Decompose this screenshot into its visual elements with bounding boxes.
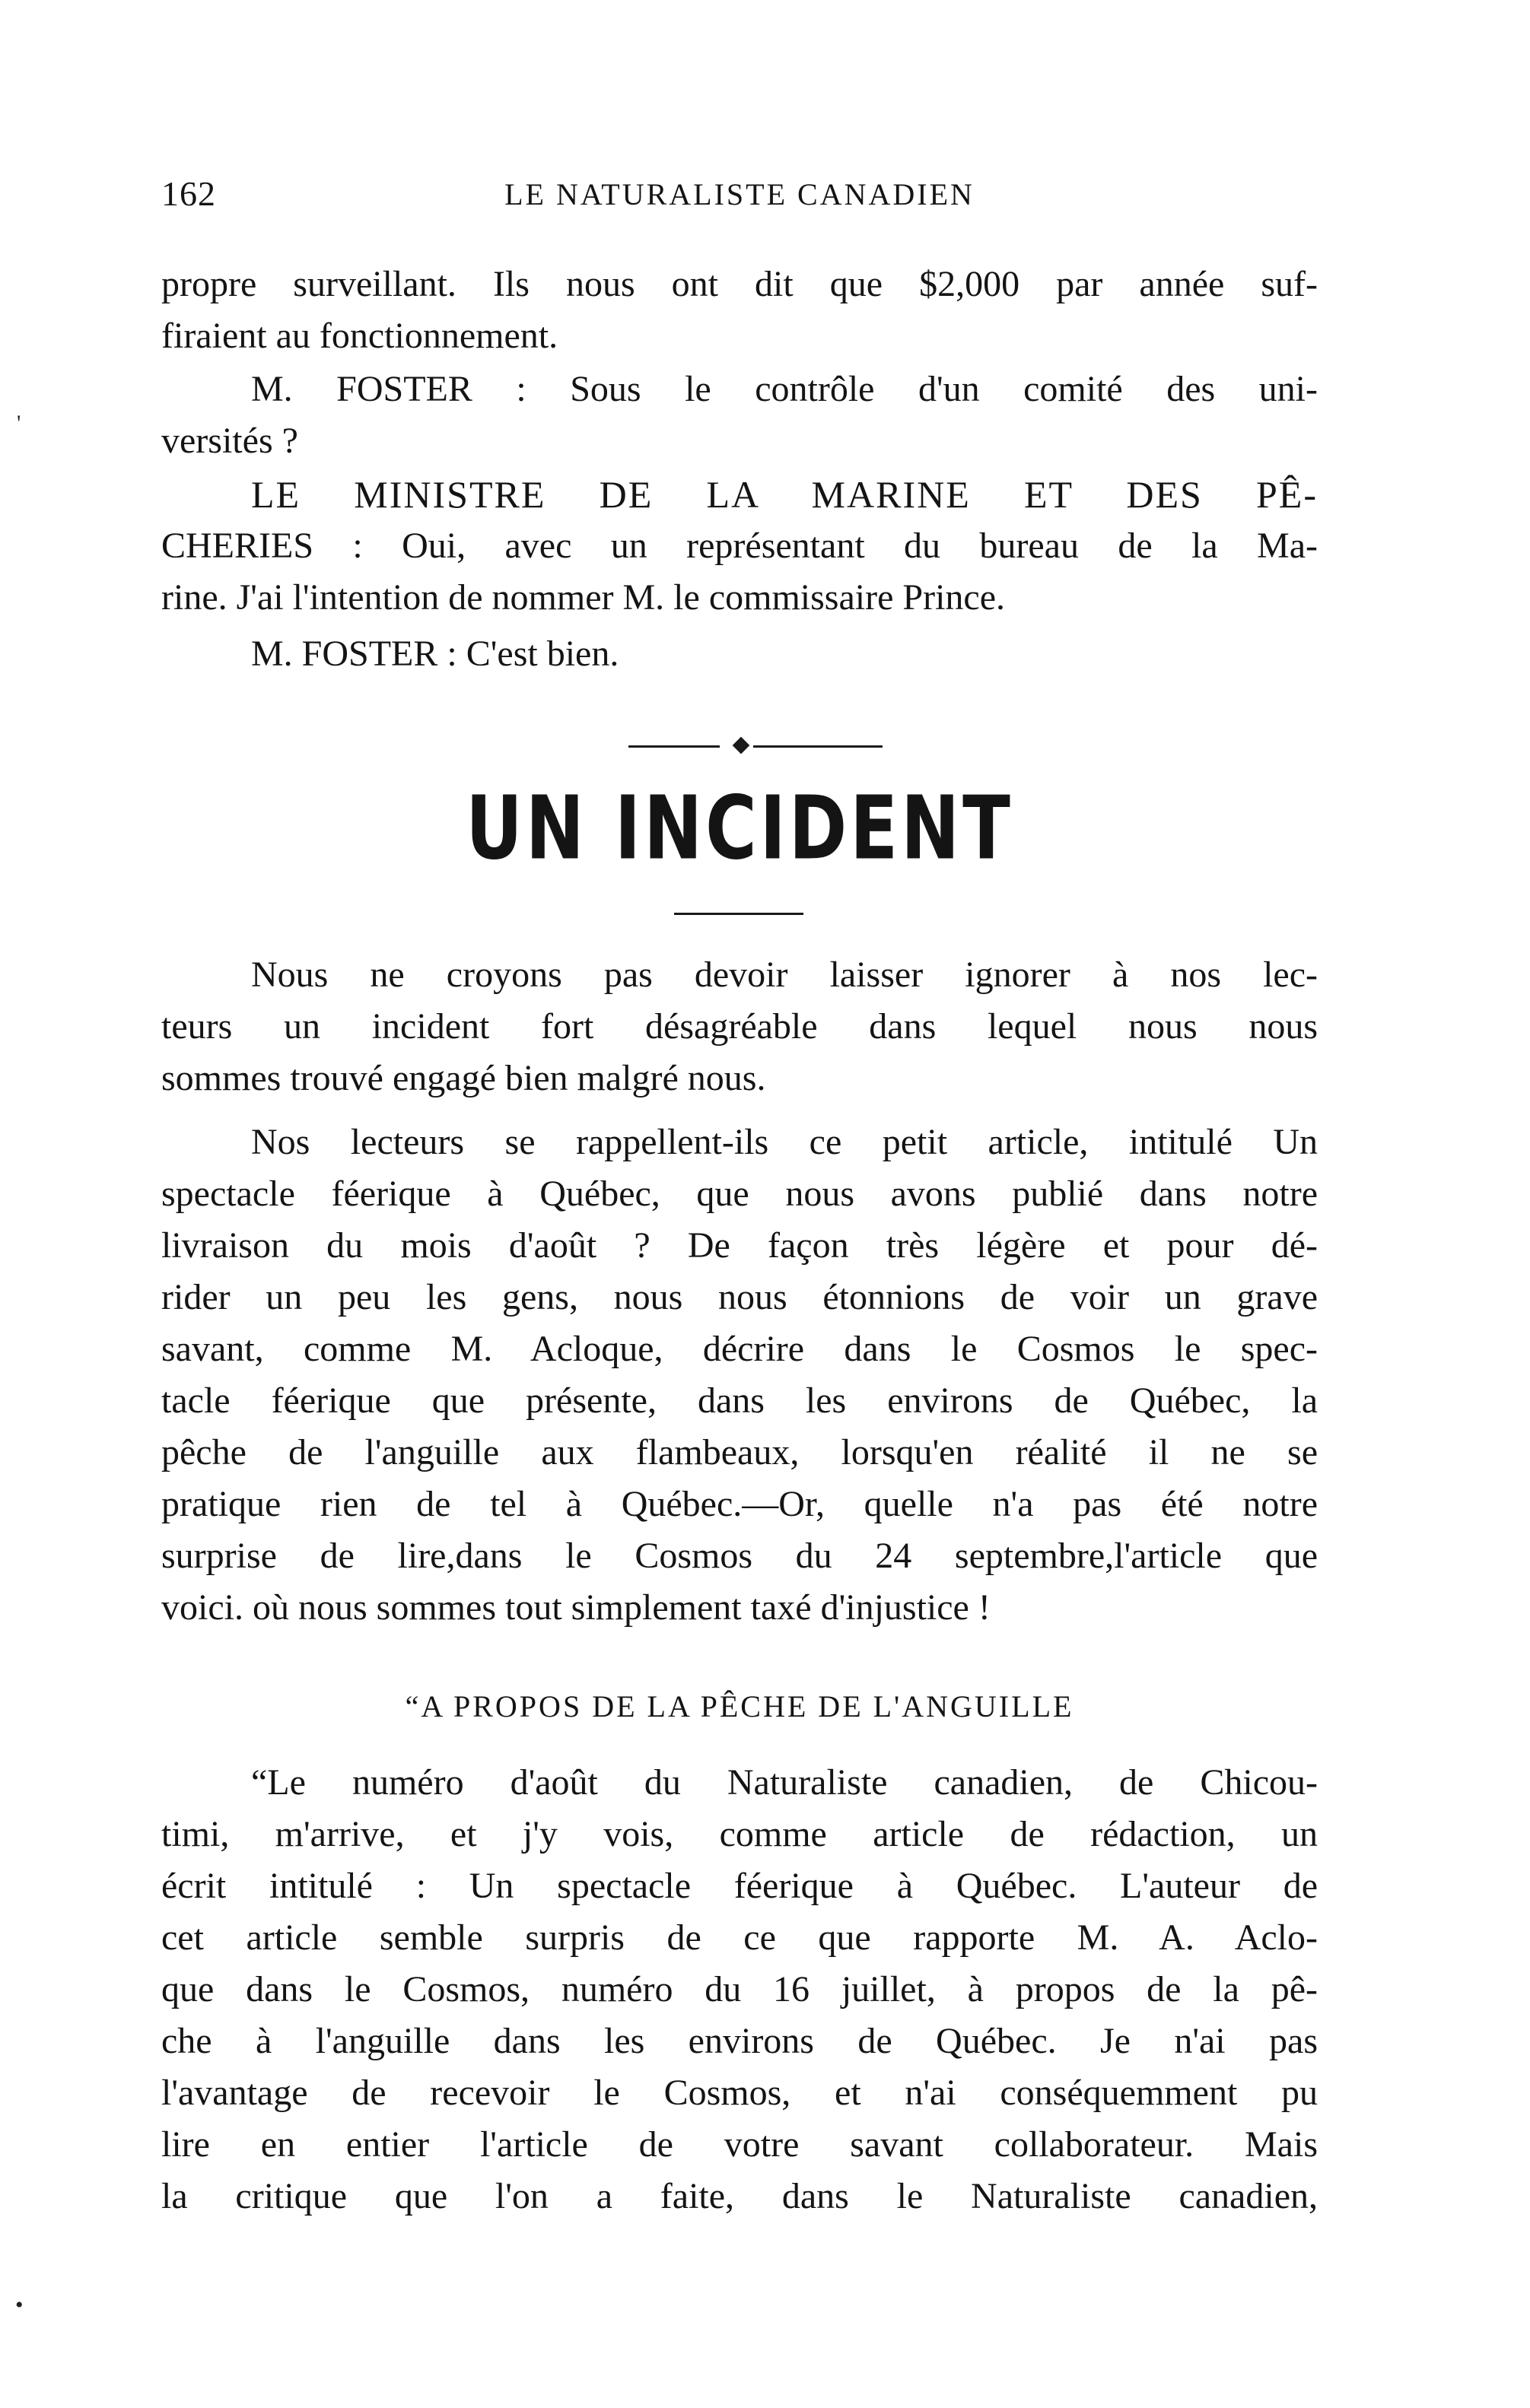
text-line: l'avantage de recevoir le Cosmos, et n'ai conséquemment pu: [161, 2073, 1318, 2113]
text-line: M. FOSTER : Sous le contrôle d'un comité des uni-: [251, 369, 1318, 409]
paragraph-foster-question: [161, 364, 1318, 467]
paragraph-surveillant: [161, 259, 1318, 362]
text-line: che à l'anguille dans les environs de Québec. Je n'ai pas: [161, 2021, 1318, 2061]
text-line: rine. J'ai l'intention de nommer M. le commissaire Prince.: [161, 577, 1006, 618]
paragraph-recall: [161, 1117, 1318, 1634]
text-line: surprise de lire,dans le Cosmos du 24 septembre,l'article que: [161, 1536, 1318, 1576]
paragraph-foster-reply: [161, 628, 1318, 680]
title-underline: [674, 913, 803, 915]
text-line: que dans le Cosmos, numéro du 16 juillet, à propos de la pê-: [161, 1969, 1318, 2009]
text-line: la critique que l'on a faite, dans le Naturaliste canadien,: [161, 2176, 1318, 2216]
text-line: tacle féerique que présente, dans les environs de Québec, la: [161, 1380, 1318, 1421]
page-number: 162: [161, 174, 216, 213]
print-speck: •: [15, 2292, 24, 2317]
text-line: voici. où nous sommes tout simplement taxé d'injustice !: [161, 1587, 991, 1628]
text-line: firaient au fonctionnement.: [161, 316, 558, 356]
page-header: [161, 173, 1318, 227]
separator-ornament: [733, 737, 750, 754]
text-line: propre surveillant. Ils nous ont dit que $2,000 par année suf-: [161, 264, 1318, 304]
text-line: Nous ne croyons pas devoir laisser ignorer à nos lec-: [251, 955, 1318, 995]
text-line: cet article semble surpris de ce que rapporte M. A. Aclo-: [161, 1917, 1318, 1958]
text-line: CHERIES : Oui, avec un représentant du bureau de la Ma-: [161, 526, 1318, 566]
separator-rule-right: [753, 745, 883, 748]
text-line: teurs un incident fort désagréable dans lequel nous nous: [161, 1006, 1318, 1047]
text-line: rider un peu les gens, nous nous étonnions de voir un grave: [161, 1277, 1318, 1317]
text-line: lire en entier l'article de votre savant collaborateur. Mais: [161, 2124, 1318, 2165]
text-line: pêche de l'anguille aux flambeaux, lorsqu'en réalité il ne se: [161, 1432, 1318, 1472]
text-line: pratique rien de tel à Québec.—Or, quelle n'a pas été notre: [161, 1484, 1318, 1524]
text-line: versités ?: [161, 421, 298, 461]
article-title: UN INCIDENT: [466, 777, 1013, 879]
text-line: LE MINISTRE DE LA MARINE ET DES PÊ-: [251, 473, 1318, 516]
text-line: timi, m'arrive, et j'y vois, comme article de rédaction, un: [161, 1814, 1318, 1854]
text-line: écrit intitulé : Un spectacle féerique à Québec. L'auteur de: [161, 1866, 1318, 1906]
text-line: livraison du mois d'août ? De façon très légère et pour dé-: [161, 1225, 1318, 1266]
text-line: “Le numéro d'août du Naturaliste canadien, de Chicou-: [251, 1762, 1318, 1803]
quote-subheading: “A PROPOS DE LA PÊCHE DE L'ANGUILLE: [405, 1689, 1074, 1723]
text-line: sommes trouvé engagé bien malgré nous.: [161, 1058, 766, 1098]
paragraph-quote: [161, 1757, 1318, 2222]
running-head: LE NATURALISTE CANADIEN: [504, 177, 975, 211]
separator-rule-left: [628, 745, 720, 748]
text-line: savant, comme M. Acloque, décrire dans le Cosmos le spec-: [161, 1329, 1318, 1369]
text-line: Nos lecteurs se rappellent-ils ce petit article, intitulé Un: [251, 1122, 1318, 1162]
print-speck: ': [17, 411, 21, 436]
paragraph-intro: [161, 949, 1318, 1104]
paragraph-minister-answer: [161, 469, 1318, 624]
text-line: spectacle féerique à Québec, que nous avons publié dans notre: [161, 1174, 1318, 1214]
text-line: M. FOSTER : C'est bien.: [251, 634, 619, 674]
